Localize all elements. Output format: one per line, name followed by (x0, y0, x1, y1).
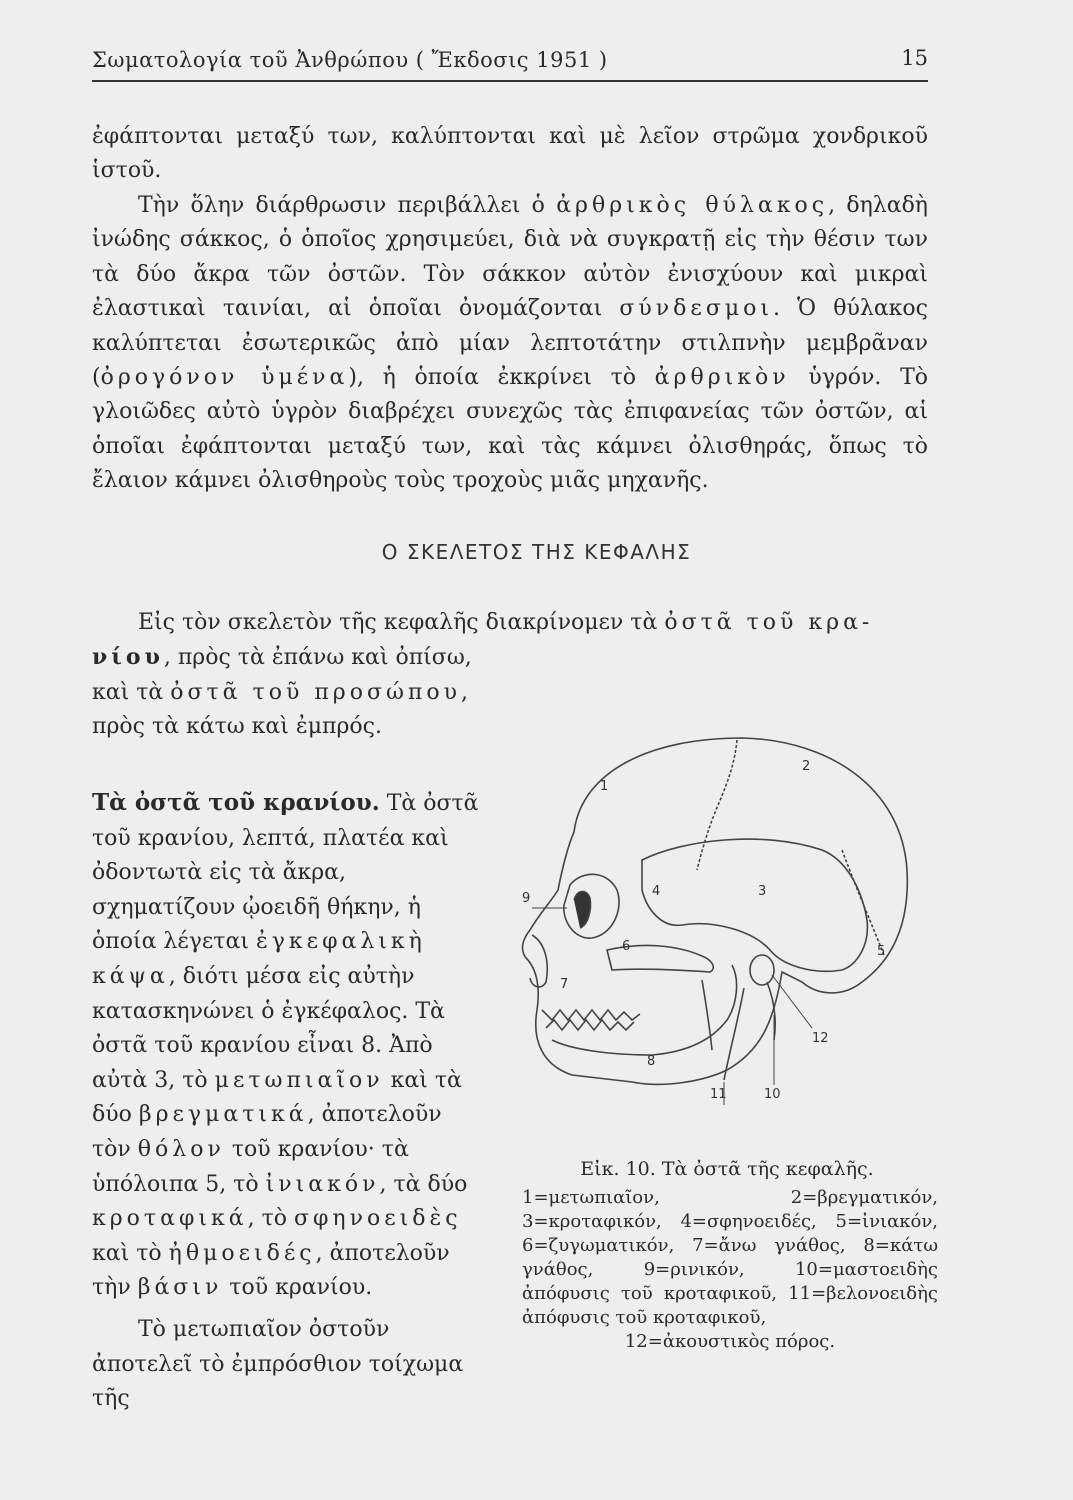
nasal-cavity (530, 935, 547, 987)
figure-label-2: 2 (802, 759, 811, 774)
page-number: 15 (901, 46, 928, 70)
figure-label-11: 11 (710, 1087, 727, 1102)
figure-label-9: 9 (522, 891, 531, 906)
subheading-cranium-bones: Τὰ ὀστᾶ τοῦ κρανίου. (92, 789, 380, 816)
skull-illustration (512, 720, 942, 1120)
mandible (552, 965, 737, 1055)
lambdoid-suture (842, 850, 884, 955)
page-header (92, 44, 928, 82)
figure-label-4: 4 (652, 884, 661, 899)
term-articular-capsule: ἀρθρικὸς θύλακος (556, 193, 829, 218)
ear-canal (750, 955, 774, 985)
term-face-bones: ὀστᾶ τοῦ προσώπου (170, 679, 461, 705)
term-articular: ἀρθρικὸν (654, 365, 790, 391)
paragraph-frontal-bone: Τὸ μετωπιαῖον ὀστοῦν ἀποτελεῖ τὸ ἐμπρόσθιον τοίχωμα τῆς (92, 1317, 464, 1412)
term-ligaments: σύνδεσμοι (619, 296, 774, 322)
running-title: Σωματολογία τοῦ Ἀνθρώπου ( Ἔκδοσις 1951 ) (92, 48, 608, 72)
coronal-suture (697, 740, 737, 870)
term-cranium-bones: ὀστᾶ τοῦ κρα- (664, 610, 874, 635)
upper-teeth (542, 1010, 640, 1020)
orbit-shadow (574, 891, 591, 928)
figure-caption-title: Εἰκ. 10. Τὰ ὀστᾶ τῆς κεφαλῆς. (580, 1158, 874, 1180)
figure-label-7: 7 (560, 977, 569, 992)
figure-label-6: 6 (622, 939, 631, 954)
orbit (564, 874, 619, 938)
paragraph-joint-capsule: Τὴν ὅλην διάρθρωσιν περιβάλλει ὁ ἀρθρικὸς θύλακος, δηλαδὴ ἰνώδης σάκκος, ὁ ὁποῖος χρησιμεύει, διὰ νὰ συγκρατῇ εἰς τὴν θέσιν των τὰ δύο ἄκρα τῶν ὀστῶν. Τὸν σάκκον αὐτὸν ἐνισχύουν καὶ μικραὶ ἐλαστικαὶ ταινίαι, αἱ ὁποῖαι ὀνομάζονται σύνδεσμοι. Ὁ θύλακος καλύπτεται ἐσωτερικῶς ἀπὸ μίαν λεπτοτάτην στιλπνὴν μεμβρᾶναν (ὀρογόνον ὑμένα), ἡ ὁποία ἐκκρίνει τὸ ἀρθρικὸν ὑγρόν. Τὸ γλοιῶδες αὐτὸ ὑγρὸν διαβρέχει συνεχῶς τὰς ἐπιφανείας τῶν ὀστῶν, αἱ ὁποῖαι ἐφάπτονται μεταξύ των, καὶ τὰς κάμνει ὀλισθηράς, ὅπως τὸ ἔλαιον κάμνει ὀλισθηροὺς τοὺς τροχοὺς μιᾶς μηχανῆς. (92, 193, 928, 494)
figure-label-10: 10 (764, 1087, 781, 1102)
temporal-boundary (642, 839, 867, 971)
figure-caption-last-line: 12=ἀκουστικὸς πόρος. (624, 1331, 836, 1352)
term-serous-membrane: ὀρογόνον ὑμένα (100, 365, 349, 391)
leader-line-12 (772, 975, 812, 1028)
paragraph-skull-division: νίου, πρὸς τὰ ἐπάνω καὶ ὀπίσω, καὶ τὰ ὀστᾶ τοῦ προσώπου, πρὸς τὰ κάτω καὶ ἐμπρός. (92, 644, 472, 740)
figure-label-1: 1 (600, 779, 609, 794)
section-heading: Ο ΣΚΕΛΕΤΟΣ ΤΗΣ ΚΕΦΑΛΗΣ (381, 540, 692, 564)
paragraph-cranium-bones: Τὰ ὀστᾶ τοῦ κρανίου. Τὰ ὀστᾶ τοῦ κρανίου, λεπτά, πλατέα καὶ ὀδοντωτὰ εἰς τὰ ἄκρα, σχηματίζουν ᾠοειδῆ θήκην, ἡ ὁποία λέγεται ἐγκεφαλικὴ κάψα, διότι μέσα εἰς αὐτὴν κατασκηνώνει ὁ ἐγκέφαλος. Τὰ ὀστᾶ τοῦ κρανίου εἶναι 8. Ἀπὸ αὐτὰ 3, τὸ μετωπιαῖον καὶ τὰ δύο βρεγματικά, ἀποτελοῦν τὸν θόλον τοῦ κρανίου· τὰ ὑπόλοιπα 5, τὸ ἰνιακόν, τὰ δύο κροταφικά, τὸ σφηνοειδὲς καὶ τὸ ἠθμοειδές, ἀποτελοῦν τὴν βάσιν τοῦ κρανίου. (92, 789, 479, 1301)
figure-label-12: 12 (812, 1031, 829, 1046)
figure-caption-body: 1=μετωπιαῖον, 2=βρεγματικόν, 3=κροταφικόν, 4=σφηνοειδές, 5=ἰνιακόν, 6=ζυγωματικόν, 7=ἄνω γνάθος, 8=κάτω γνάθος, 9=ρινικόν, 10=μαστοειδὴς ἀπόφυσις τοῦ κροταφικοῦ, 11=βελονοειδὴς ἀπόφυσις τοῦ κροταφικοῦ, 12=ἀκουστικὸς πόρος. (522, 1187, 938, 1352)
mandible-ramus (702, 980, 712, 1050)
figure-label-8: 8 (647, 1054, 656, 1069)
intro-line: Εἰς τὸν σκελετὸν τῆς κεφαλῆς διακρίνομεν τὰ ὀστᾶ τοῦ κρα- (138, 610, 874, 635)
paragraph-joint-cartilage: ἐφάπτονται μεταξύ των, καλύπτονται καὶ μὲ λεῖον στρῶμα χονδρικοῦ ἱστοῦ. (92, 124, 928, 184)
figure-label-5: 5 (877, 944, 886, 959)
lower-teeth (546, 1020, 634, 1030)
figure-label-3: 3 (758, 884, 767, 899)
